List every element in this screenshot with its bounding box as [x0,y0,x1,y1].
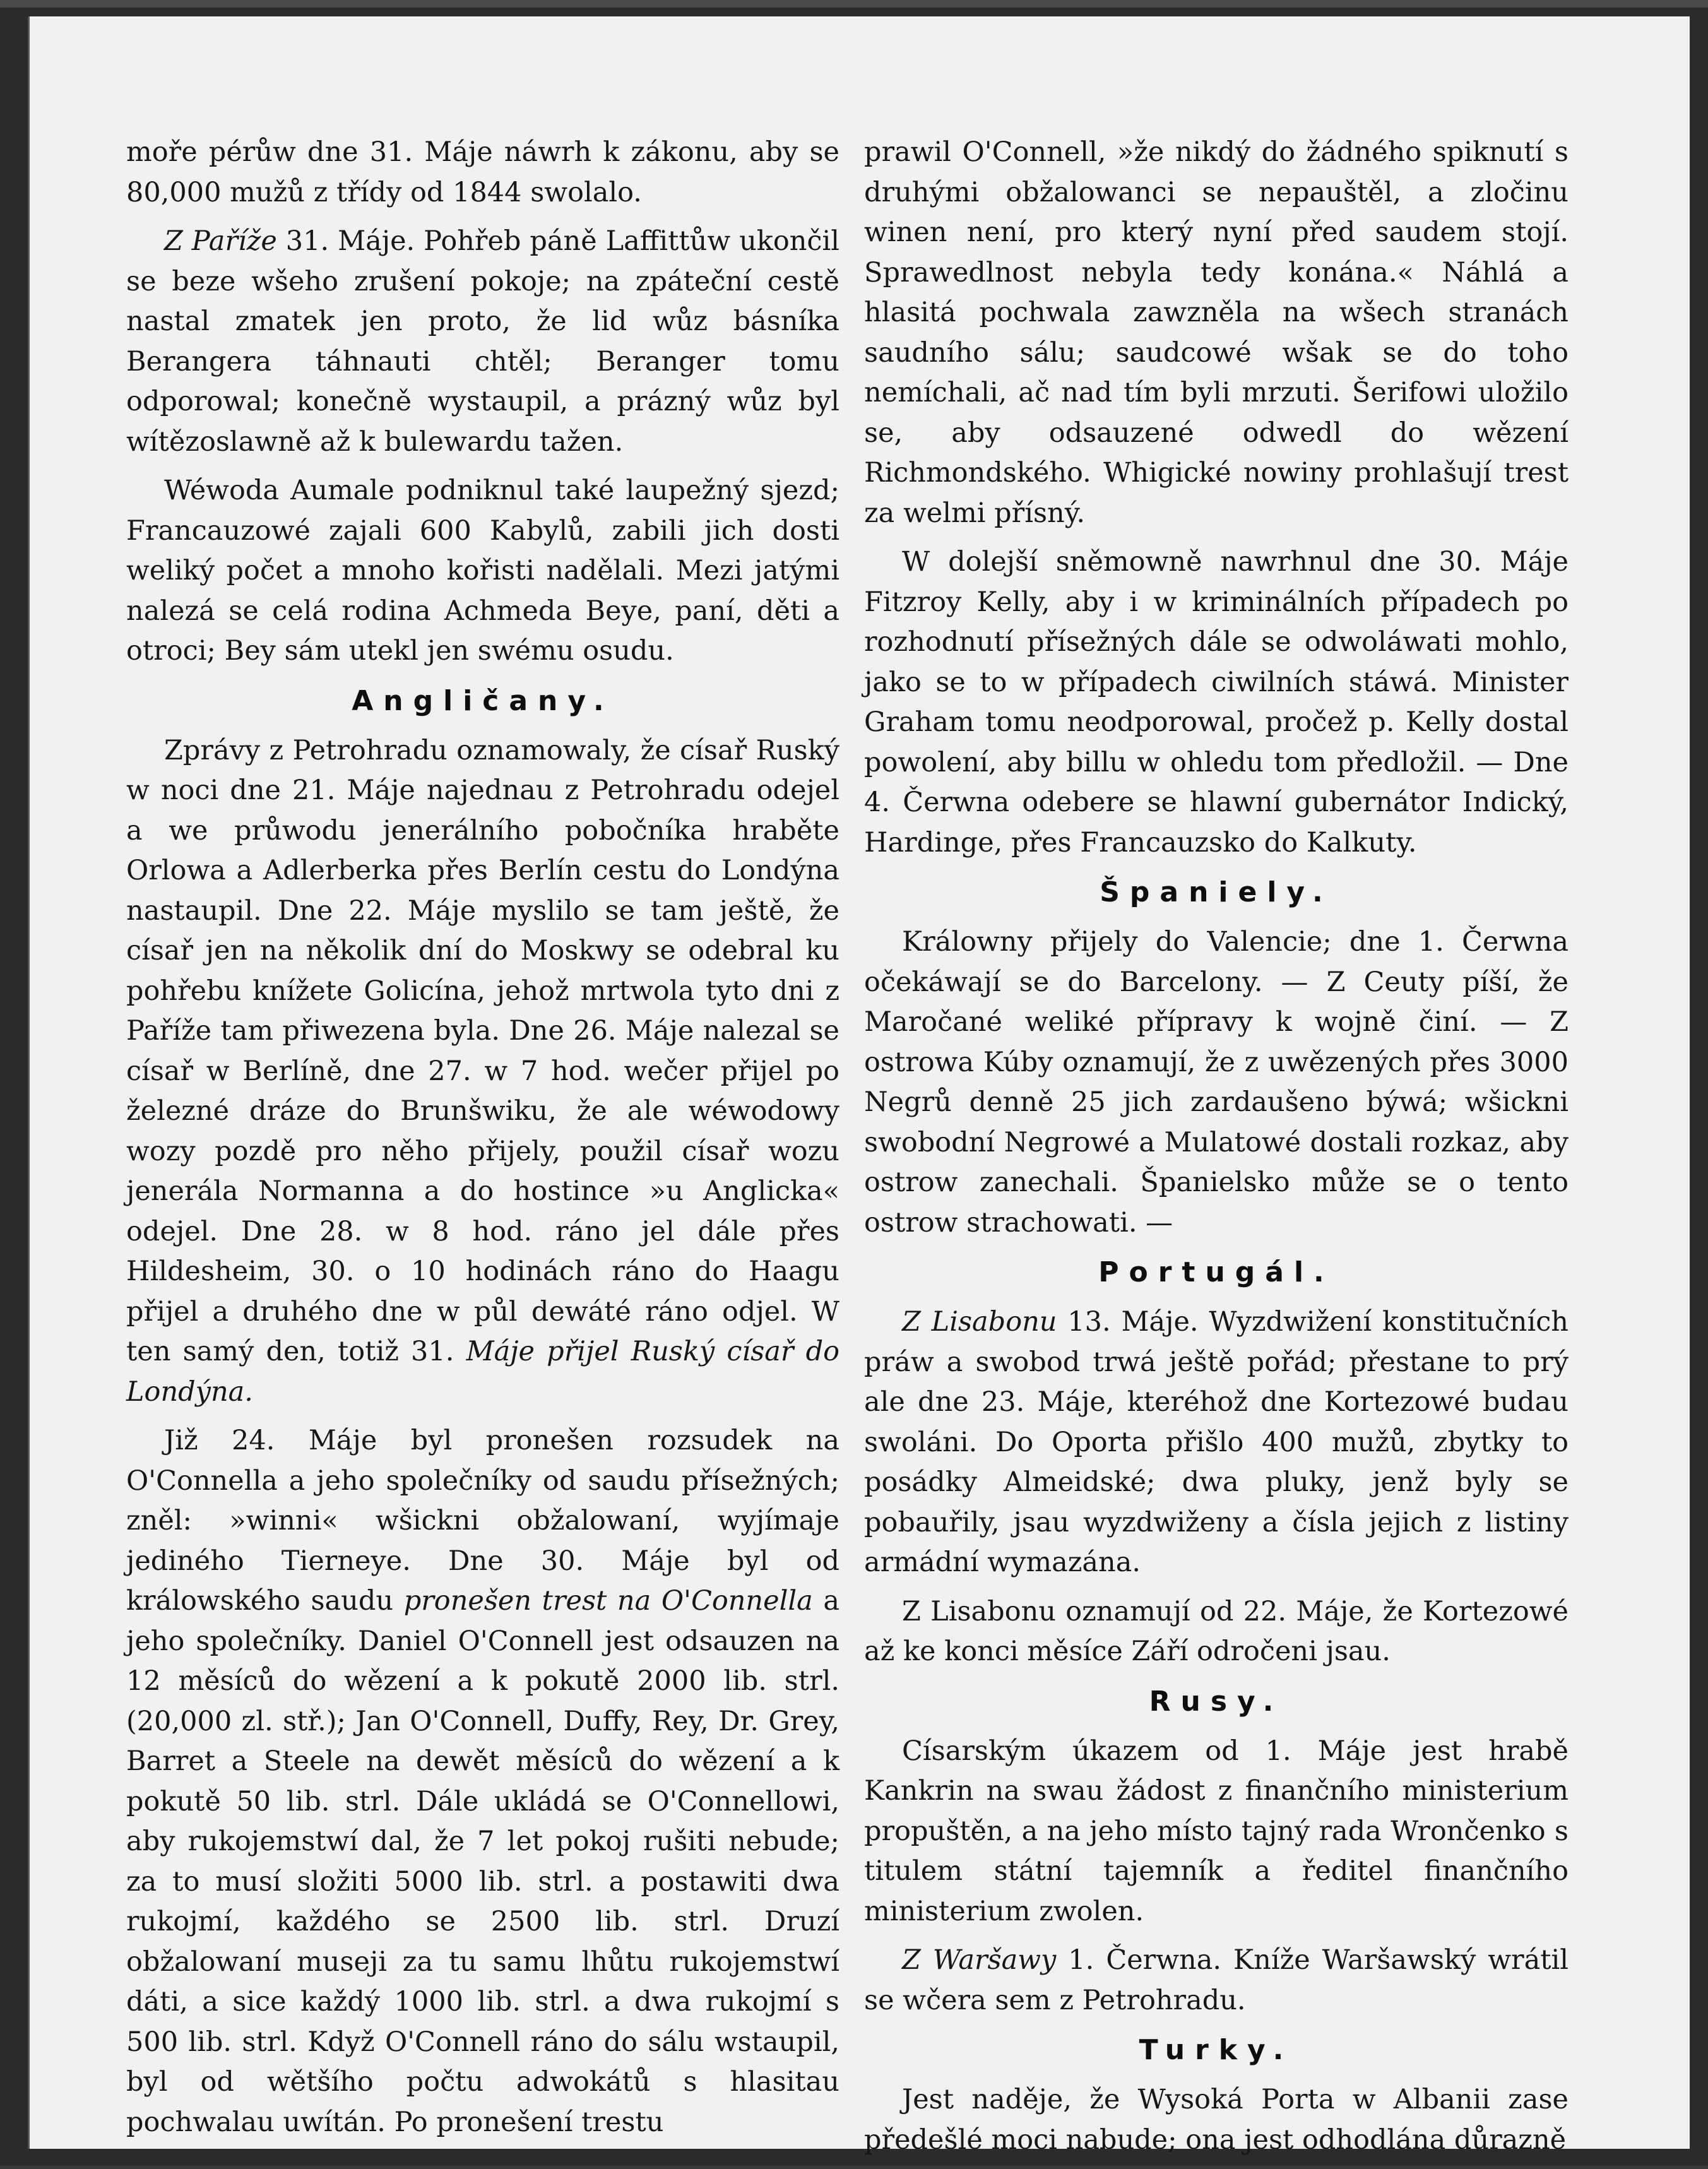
article-paragraph [126,222,839,462]
paragraph-text: 13. Máje. Wyzdwižení konstitučních práw a swobod trwá ještě pořád; přestane to prý ale dne 23. Máje, kteréhož dne Kortezowé budau swoláni. Do Oporta přišlo 400 mužů, zbytky to posádky Almeidské; dwa pluky, jenž byly se pobauřily, jsau wyzdwiženy a čísla jejich z listiny armádní wymazána. [864,1306,1569,1578]
section-heading-rusy: Rusy. [1149,1685,1284,1718]
paragraph-text: 31. Máje. Pohřeb páně Laffittůw ukončil se beze wšeho zrušení pokoje; na zpáteční cestě nastal zmatek jen proto, že lid wůz básníka Berangera táhnauti chtěl; Beranger tomu odporowal; konečně wystaupil, a prázný wůz byl wítězoslawně až k bulewardu tažen. [126,225,839,458]
section-heading-spaniely: Španiely. [1100,876,1333,908]
section-heading-portugal: Portugál. [1098,1256,1334,1288]
article-paragraph [864,1302,1569,1583]
paragraph-text: Zprávy z Petrohradu oznamowaly, že císař Ruský w noci dne 21. Máje najednau z Petrohradu odejel a we průwodu jenerálního pobočníka hraběte Orlowa a Adlerberka přes Berlín cestu do Londýna nastaupil. Dne 22. Máje myslilo se tam ještě, že císař jen na několik dní do Moskwy se odebral ku pohřebu knížete Golicína, jehož mrtwola tyto dni z Paříže tam přiwezena byla. Dne 26. Máje nalezal se císař w Berlíně, dne 27. w 7 hod. wečer přijel po železné dráze do Brunšwiku, že ale wéwodowy wozy pozdě pro něho přijely, použil císař wozu jenerála Normanna a do hostince »u Anglicka« odejel. Dne 28. w 8 hod. ráno jel dále přes Hildesheim, 30. o 10 hodinách ráno do Haagu přijel a druhého dne w půl dewáté ráno odjel. W ten samý den, totiž 31. [126,734,839,1367]
article-paragraph: prawil O'Connell, »že nikdý do žádného spiknutí s druhými obžalowanci se nepauštěl, a zločinu winen není, pro který nyní před saudem stojí. Sprawedlnost nebyla tedy konána.« Náhlá a hlasitá pochwala zawzněla na wšech stranách saudního sálu; saudcowé wšak se do toho nemíchali, ač nad tím byli mrzuti. Šerifowi uložilo se, aby odsauzené odwedl do wězení Richmondského. Whigické nowiny prohlašují trest za welmi přísný. [864,136,1569,529]
right-column [864,133,1569,2169]
left-column [126,133,839,2151]
dateline-place: Z Lisabonu [902,1306,1057,1338]
italic-text: Máje přijel Ruský císař do Londýna. [126,1336,839,1408]
article-paragraph [126,1421,839,2142]
article-paragraph: Z Lisabonu oznamují od 22. Máje, že Kortezowé až ke konci měsíce Září odročeni jsau. [864,1595,1569,1667]
dateline-place: Z Waršawy [902,1944,1057,1976]
article-paragraph: Králowny přijely do Valencie; dne 1. Čerwna očekáwají se do Barcelony. — Z Ceuty píší, že Maročané weliké přípravy k wojně činí. — Z ostrowa Kúby oznamují, že z uwězených přes 3000 Negrů denně 25 jich zardaušeno býwá; wšickni swobodní Negrowé a Mulatowé dostali rozkaz, aby ostrow zanechali. Španielsko může se o tento ostrow strachowati. — [864,926,1569,1239]
article-paragraph: Wéwoda Aumale podniknul také laupežný sjezd; Francauzowé zajali 600 Kabylů, zabili jich dosti weliký počet a mnoho kořisti nadělali. Mezi jatými nalezá se celá rodina Achmeda Beye, paní, děti a otroci; Bey sám utekl jen swému osudu. [126,475,839,667]
article-paragraph: W dolejší sněmowně nawrhnul dne 30. Máje Fitzroy Kelly, aby i w kriminálních případech po rozhodnutí přísežných dále se odwoláwati mohlo, jako se to w případech ciwilních stáwá. Minister Graham tomu neodporowal, pročež p. Kelly dostal powolení, aby billu w ohledu tom předložil. — Dne 4. Čerwna odebere se hlawní gubernátor Indický, Hardinge, přes Francauzsko do Kalkuty. [864,546,1569,859]
section-heading-turky: Turky. [1139,2034,1294,2066]
article-paragraph: Císarským úkazem od 1. Máje jest hrabě Kankrin na swau žádost z finančního ministerium propuštěn, a na jeho místo tajný rada Wrončenko s titulem státní tajemník a ředitel finančního ministerium zwolen. [864,1735,1569,1927]
paragraph-text: 1. Čerwna. Kníže Waršawský wrátil se wčera sem z Petrohradu. [864,1944,1569,2016]
section-heading-anglicany: Angličany. [352,684,614,717]
article-paragraph [126,731,839,1413]
paragraph-text: Již 24. Máje byl pronešen rozsudek na O'Connella a jeho společníky od saudu přísežných; zněl: »winni« wšickni obžalowaní, wyjímaje jediného Tierneye. Dne 30. Máje byl od králowského saudu [126,1425,839,1617]
dateline-place: Z Paříže [164,225,277,257]
italic-text: pronešen trest na O'Connella [403,1585,813,1617]
article-paragraph: moře pérůw dne 31. Máje náwrh k zákonu, aby se 80,000 mužů z třídy od 1844 swolalo. [126,136,839,208]
paragraph-text: a jeho společníky. Daniel O'Connell jest odsauzen na 12 měsíců do wězení a k pokutě 2000 lib. strl. (20,000 zl. stř.); Jan O'Connell, Duffy, Rey, Dr. Grey, Barret a Steele na dewět měsíců do wězení a k pokutě 50 lib. strl. Dále ukládá se O'Connellowi, aby rukojemstwí dal, že 7 let pokoj rušiti nebude; za to musí složiti 5000 lib. strl. a postawiti dwa rukojmí, každého se 2500 lib. strl. Druzí obžalowaní museji za tu samu lhůtu rukojemstwí dáti, a sice každý 1000 lib. strl. a dwa rukojmí s 500 lib. strl. Když O'Connell ráno do sálu wstaupil, byl od wětšího počtu adwokátů s hlasitau pochwalau uwítán. Po pronešení trestu [126,1585,839,2138]
article-paragraph: Jest naděje, že Wysoká Porta w Albanii zase předešlé moci nabude; ona jest odhodlána důrazně [864,2084,1569,2156]
scan-top-edge [0,0,1708,8]
article-paragraph [864,1940,1569,2021]
